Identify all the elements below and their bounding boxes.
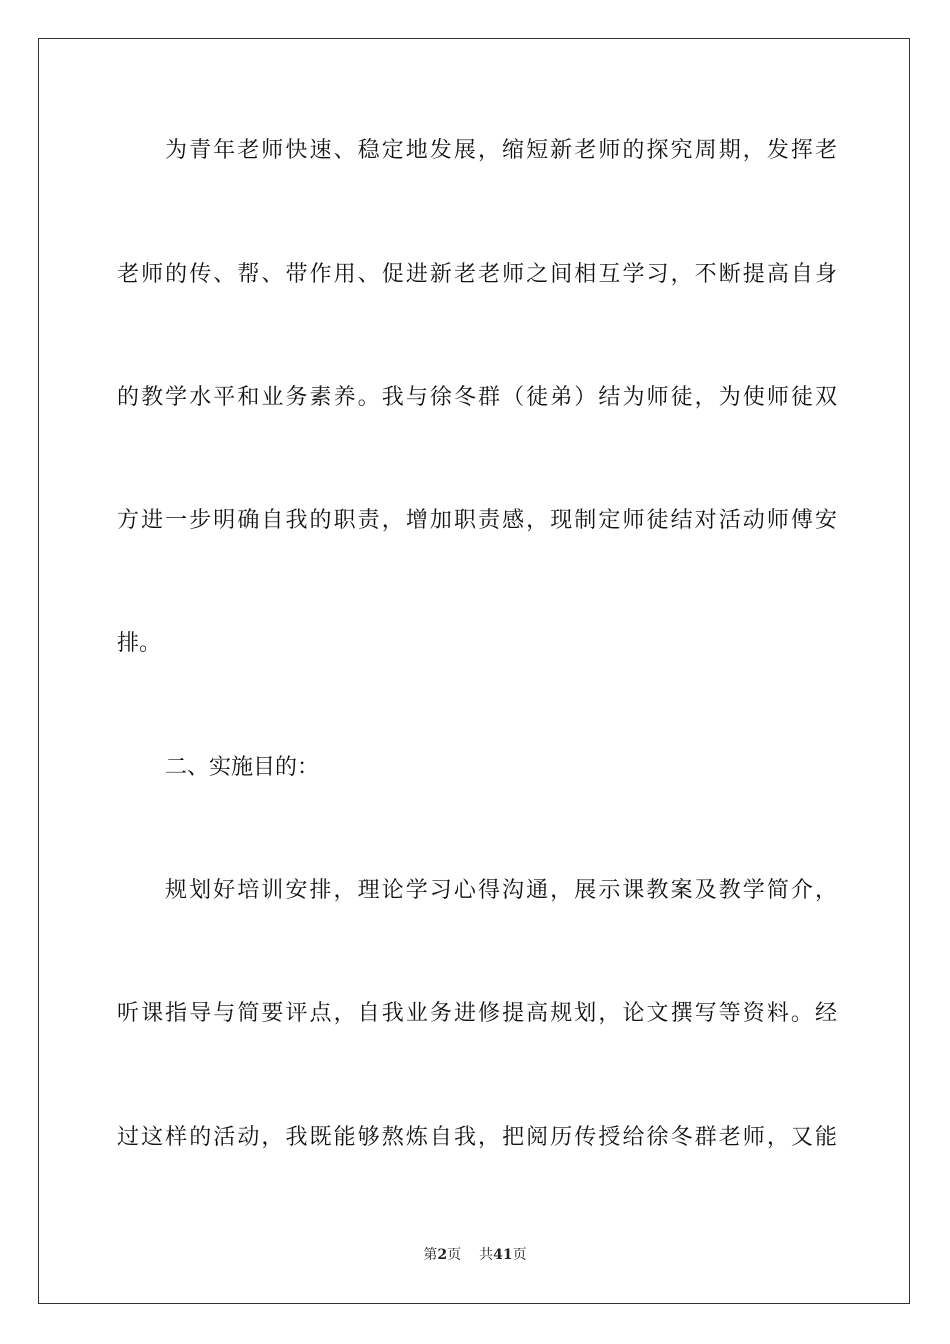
paragraph-line: 为青年老师快速、稳定地发展，缩短新老师的探究周期，发挥老 xyxy=(165,138,837,163)
total-unit: 页 xyxy=(512,1247,527,1263)
page-unit: 页 xyxy=(447,1247,462,1263)
total-prefix: 共 xyxy=(479,1247,494,1263)
page-total: 41 xyxy=(493,1247,513,1263)
paragraph-line: 方进一步明确自我的职责，增加职责感，现制定师徒结对活动师傅安 xyxy=(117,508,837,533)
page-prefix: 第 xyxy=(423,1247,438,1263)
paragraph-line: 规划好培训安排，理论学习心得沟通，展示课教案及教学简介， xyxy=(165,878,837,903)
paragraph-line: 老师的传、帮、带作用、促进新老老师之间相互学习，不断提高自身 xyxy=(117,262,837,287)
page-frame xyxy=(38,38,910,1304)
page-footer xyxy=(0,1245,950,1265)
section-heading: 二、实施目的： xyxy=(165,755,320,780)
page-current: 2 xyxy=(437,1247,448,1263)
paragraph-line: 排。 xyxy=(117,631,162,656)
paragraph-line: 过这样的活动，我既能够熬炼自我，把阅历传授给徐冬群老师，又能 xyxy=(117,1125,837,1150)
paragraph-line: 听课指导与简要评点，自我业务进修提高规划，论文撰写等资料。经 xyxy=(117,1001,837,1026)
paragraph-line: 的教学水平和业务素养。我与徐冬群（徒弟）结为师徒，为使师徒双 xyxy=(117,385,837,410)
